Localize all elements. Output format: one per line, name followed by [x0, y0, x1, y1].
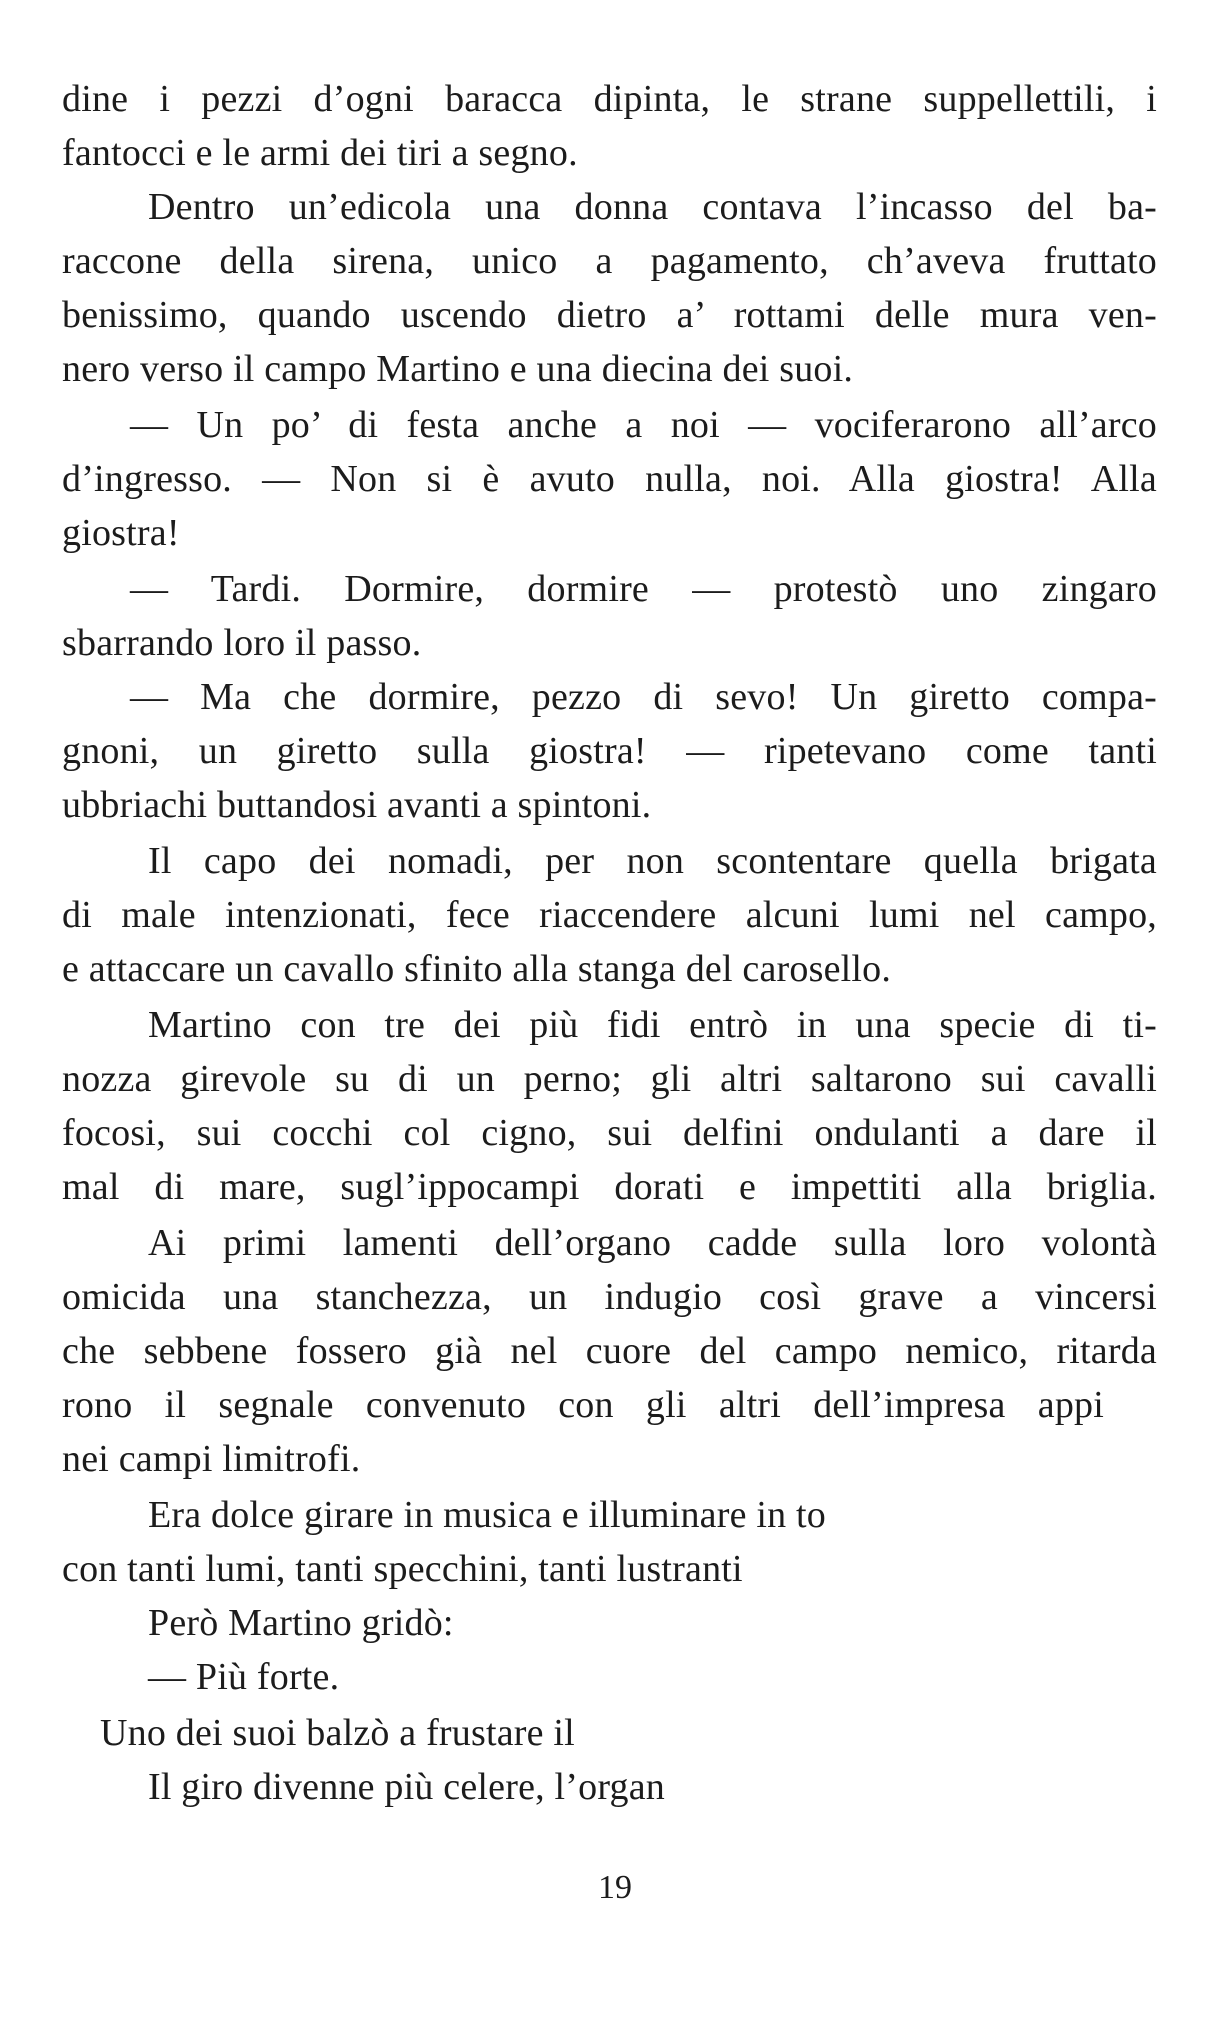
text-line-3: Dentro un’edicola una donna contava l’incasso del ba-	[148, 186, 1157, 228]
text-line-16: di male intenzionati, fece riaccendere alcuni lumi nel campo,	[62, 894, 1157, 936]
text-line-30: — Più forte.	[148, 1656, 340, 1698]
text-line-7: — Un po’ di festa anche a noi — vociferarono all’arco	[130, 404, 1157, 446]
text-line-17: e attaccare un cavallo sfinito alla stanga del carosello.	[62, 948, 892, 990]
text-line-21: mal di mare, sugl’ippocampi dorati e impettiti alla briglia.	[62, 1166, 1157, 1208]
text-line-6: nero verso il campo Martino e una diecina dei suoi.	[62, 348, 854, 390]
text-line-12: — Ma che dormire, pezzo di sevo! Un giretto compa-	[130, 676, 1157, 718]
text-line-25: rono il segnale convenuto con gli altri dell’impresa appi	[62, 1384, 1104, 1426]
text-line-23: omicida una stanchezza, un indugio così grave a vincersi	[62, 1276, 1157, 1318]
text-line-14: ubbriachi buttandosi avanti a spintoni.	[62, 784, 652, 826]
text-line-2: fantocci e le armi dei tiri a segno.	[62, 132, 578, 174]
text-line-1: dine i pezzi d’ogni baracca dipinta, le strane suppellettili, i	[62, 78, 1157, 120]
text-line-26: nei campi limitrofi.	[62, 1438, 361, 1480]
page-number: 19	[598, 1869, 632, 1906]
text-line-24: che sebbene fossero già nel cuore del campo nemico, ritarda	[62, 1330, 1157, 1372]
text-line-8: d’ingresso. — Non si è avuto nulla, noi. Alla giostra! Alla	[62, 458, 1157, 500]
text-line-10: — Tardi. Dormire, dormire — protestò uno zingaro	[130, 568, 1157, 610]
text-line-32: Il giro divenne più celere, l’organ	[148, 1766, 665, 1808]
text-line-28: con tanti lumi, tanti specchini, tanti lustranti	[62, 1548, 743, 1590]
text-line-5: benissimo, quando uscendo dietro a’ rottami delle mura ven-	[62, 294, 1157, 336]
text-line-29: Però Martino gridò:	[148, 1602, 454, 1644]
text-line-31: Uno dei suoi balzò a frustare il	[100, 1712, 575, 1754]
text-line-4: raccone della sirena, unico a pagamento, ch’aveva fruttato	[62, 240, 1157, 282]
text-line-15: Il capo dei nomadi, per non scontentare quella brigata	[148, 840, 1157, 882]
text-line-20: focosi, sui cocchi col cigno, sui delfini ondulanti a dare il	[62, 1112, 1157, 1154]
text-line-13: gnoni, un giretto sulla giostra! — ripetevano come tanti	[62, 730, 1157, 772]
text-line-18: Martino con tre dei più fidi entrò in una specie di ti-	[148, 1004, 1157, 1046]
text-line-22: Ai primi lamenti dell’organo cadde sulla loro volontà	[148, 1222, 1157, 1264]
text-line-11: sbarrando loro il passo.	[62, 622, 422, 664]
text-line-9: giostra!	[62, 512, 180, 554]
text-line-19: nozza girevole su di un perno; gli altri saltarono sui cavalli	[62, 1058, 1157, 1100]
text-line-27: Era dolce girare in musica e illuminare in to	[148, 1494, 826, 1536]
